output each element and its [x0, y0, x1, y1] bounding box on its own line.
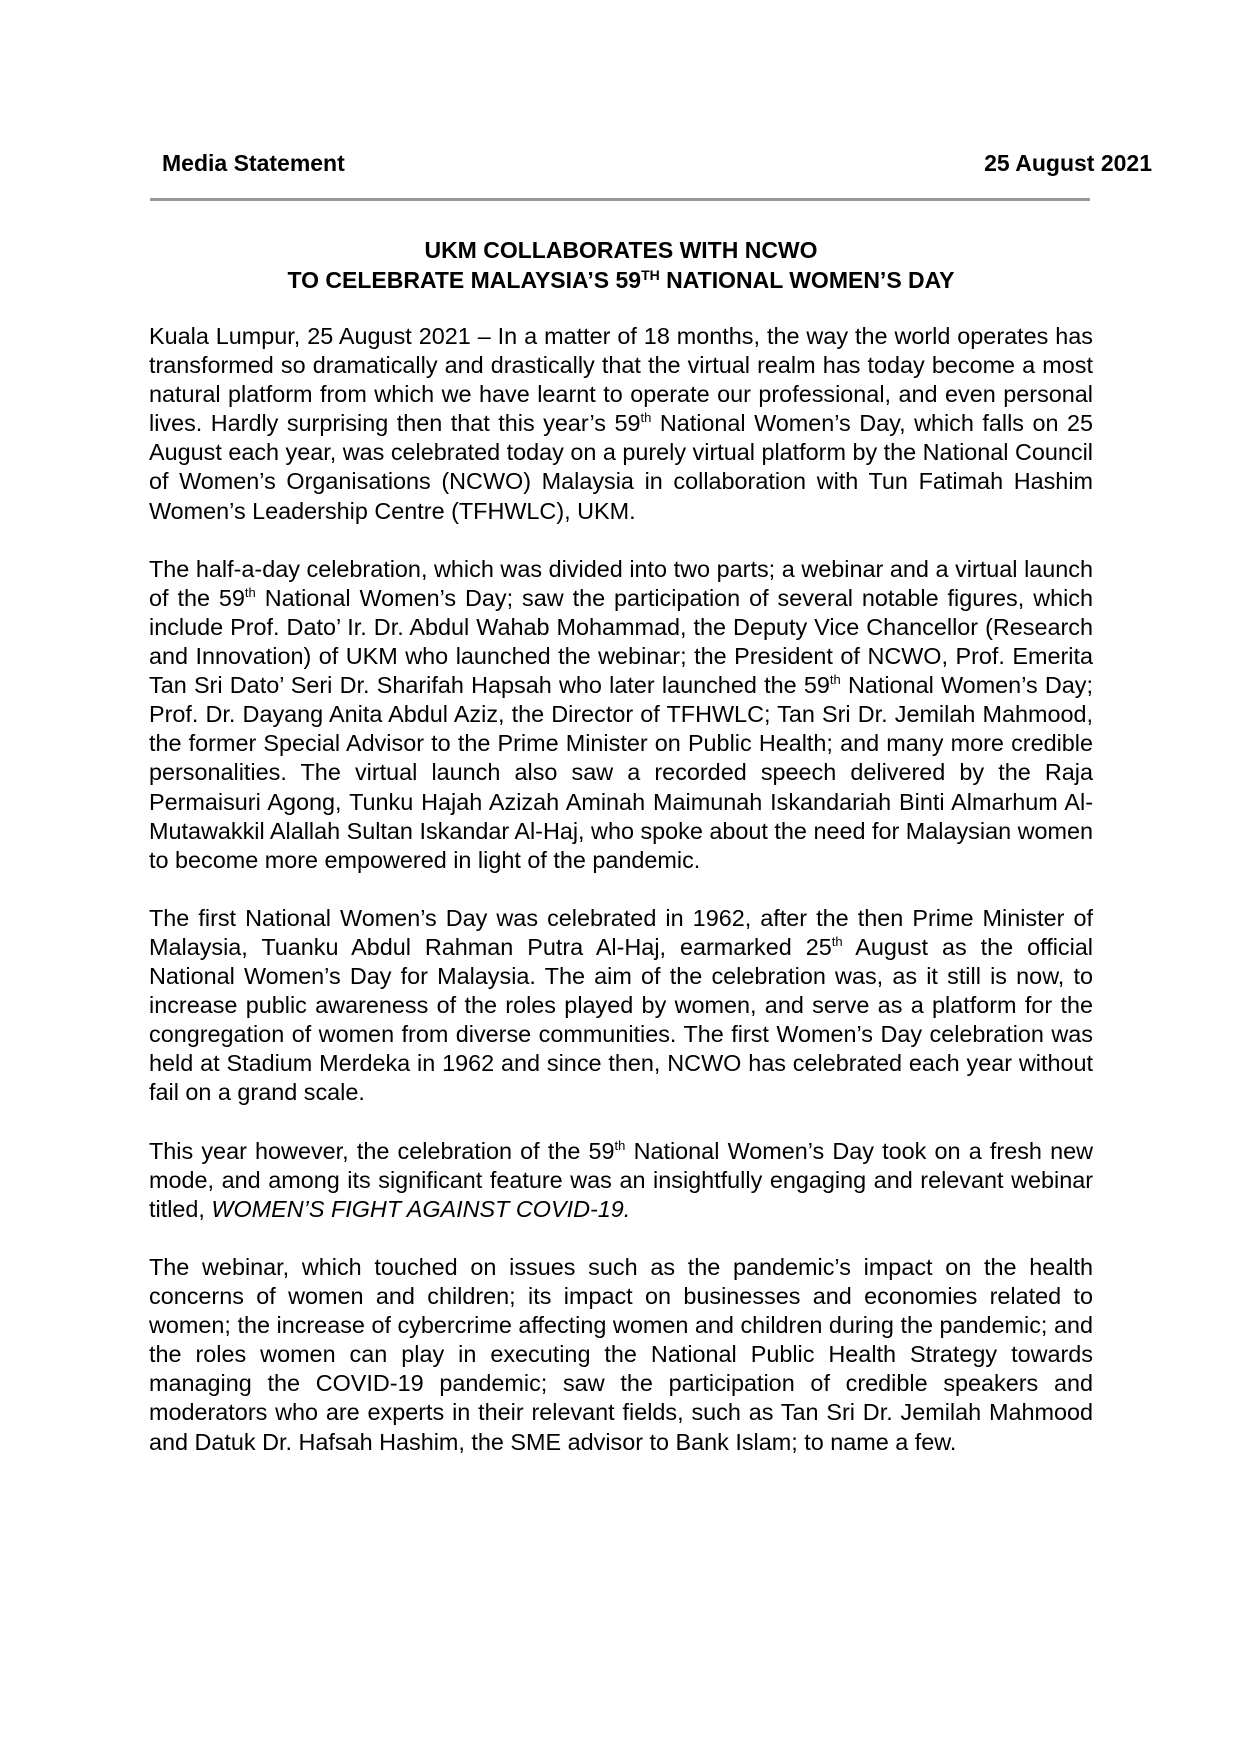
paragraph-text: The first National Women’s Day was celebrated in 1962, after the then Prime Minister of Malaysia, Tuanku Abdul Rahman Putra Al-Haj, earmarked 25	[149, 904, 1093, 960]
document-header	[162, 150, 1152, 180]
title-line-2-text-end: NATIONAL WOMEN’S DAY	[659, 267, 955, 293]
ordinal-superscript: th	[244, 584, 256, 600]
title-line-1: UKM COLLABORATES WITH NCWO	[424, 237, 818, 263]
paragraph-1	[149, 322, 1093, 526]
header-divider	[150, 198, 1090, 201]
paragraph-5: The webinar, which touched on issues such as the pandemic’s impact on the health concerns of women and children; its impact on businesses and economies related to women; the increase of cybercrime affecting women and children during the pandemic; and the roles women can play in executing the National Public Health Strategy towards managing the COVID-19 pandemic; saw the participation of credible speakers and moderators who are experts in their relevant fields, such as Tan Sri Dr. Jemilah Mahmood and Datuk Dr. Hafsah Hashim, the SME advisor to Bank Islam; to name a few.	[149, 1254, 1093, 1455]
webinar-title: WOMEN’S FIGHT AGAINST COVID-19.	[211, 1195, 631, 1222]
media-statement-label: Media Statement	[162, 150, 345, 176]
ordinal-superscript: th	[829, 672, 841, 688]
document-body	[149, 322, 1093, 1486]
title-line-2	[149, 265, 1093, 295]
paragraph-text: National Women’s Day; Prof. Dr. Dayang Anita Abdul Aziz, the Director of TFHWLC; Tan Sri Dr. Jemilah Mahmood, the former Special Advisor to the Prime Minister on Public Health; and many more credible personalities. The virtual launch also saw a recorded speech delivered by the Raja Permaisuri Agong, Tunku Hajah Azizah Aminah Maimunah Iskandariah Binti Almarhum Al-Mutawakkil Alallah Sultan Iskandar Al-Haj, who spoke about the need for Malaysian women to become more empowered in light of the pandemic.	[149, 672, 1094, 873]
ordinal-superscript: th	[831, 933, 843, 949]
paragraph-2	[149, 555, 1093, 875]
paragraph-3	[149, 904, 1093, 1108]
paragraph-text: National Women’s Day, which falls on 25 August each year, was celebrated today on a purely virtual platform by the National Council of Women’s Organisations (NCWO) Malaysia in collaboration with Tun Fatimah Hashim Women’s Leadership Centre (TFHWLC), UKM.	[149, 410, 1093, 524]
paragraph-text: August as the official National Women’s Day for Malaysia. The aim of the celebration was, as it still is now, to increase public awareness of the roles played by women, and serve as a platform for the congregation of women from diverse communities. The first Women’s Day celebration was held at Stadium Merdeka in 1962 and since then, NCWO has celebrated each year without fail on a grand scale.	[149, 933, 1094, 1106]
paragraph-text: National Women’s Day took on a fresh new mode, and among its significant feature was an insightfully engaging and relevant webinar titled,	[149, 1137, 1094, 1222]
title-superscript: TH	[641, 267, 660, 283]
title-line-2-text: TO CELEBRATE MALAYSIA’S 59	[287, 267, 642, 293]
paragraph-text: Kuala Lumpur, 25 August 2021 – In a matter of 18 months, the way the world operates has transformed so dramatically and drastically that the virtual realm has today become a most natural platform from which we have learnt to operate our professional, and even personal lives. Hardly surprising then that this year’s 59	[149, 323, 1093, 437]
document-title	[149, 235, 1093, 295]
ordinal-superscript: th	[640, 410, 652, 426]
paragraph-text: National Women’s Day; saw the participation of several notable figures, which include Prof. Dato’ Ir. Dr. Abdul Wahab Mohammad, the Deputy Vice Chancellor (Research and Innovation) of UKM who launched the webinar; the President of NCWO, Prof. Emerita Tan Sri Dato’ Seri Dr. Sharifah Hapsah who later launched the 59	[149, 584, 1093, 699]
paragraph-text: The half-a-day celebration, which was divided into two parts; a webinar and a virtual launch of the 59	[149, 555, 1093, 611]
paragraph-text: This year however, the celebration of the 59	[149, 1137, 615, 1164]
ordinal-superscript: th	[614, 1137, 626, 1153]
paragraph-4	[149, 1137, 1093, 1224]
statement-date: 25 August 2021	[984, 150, 1152, 176]
